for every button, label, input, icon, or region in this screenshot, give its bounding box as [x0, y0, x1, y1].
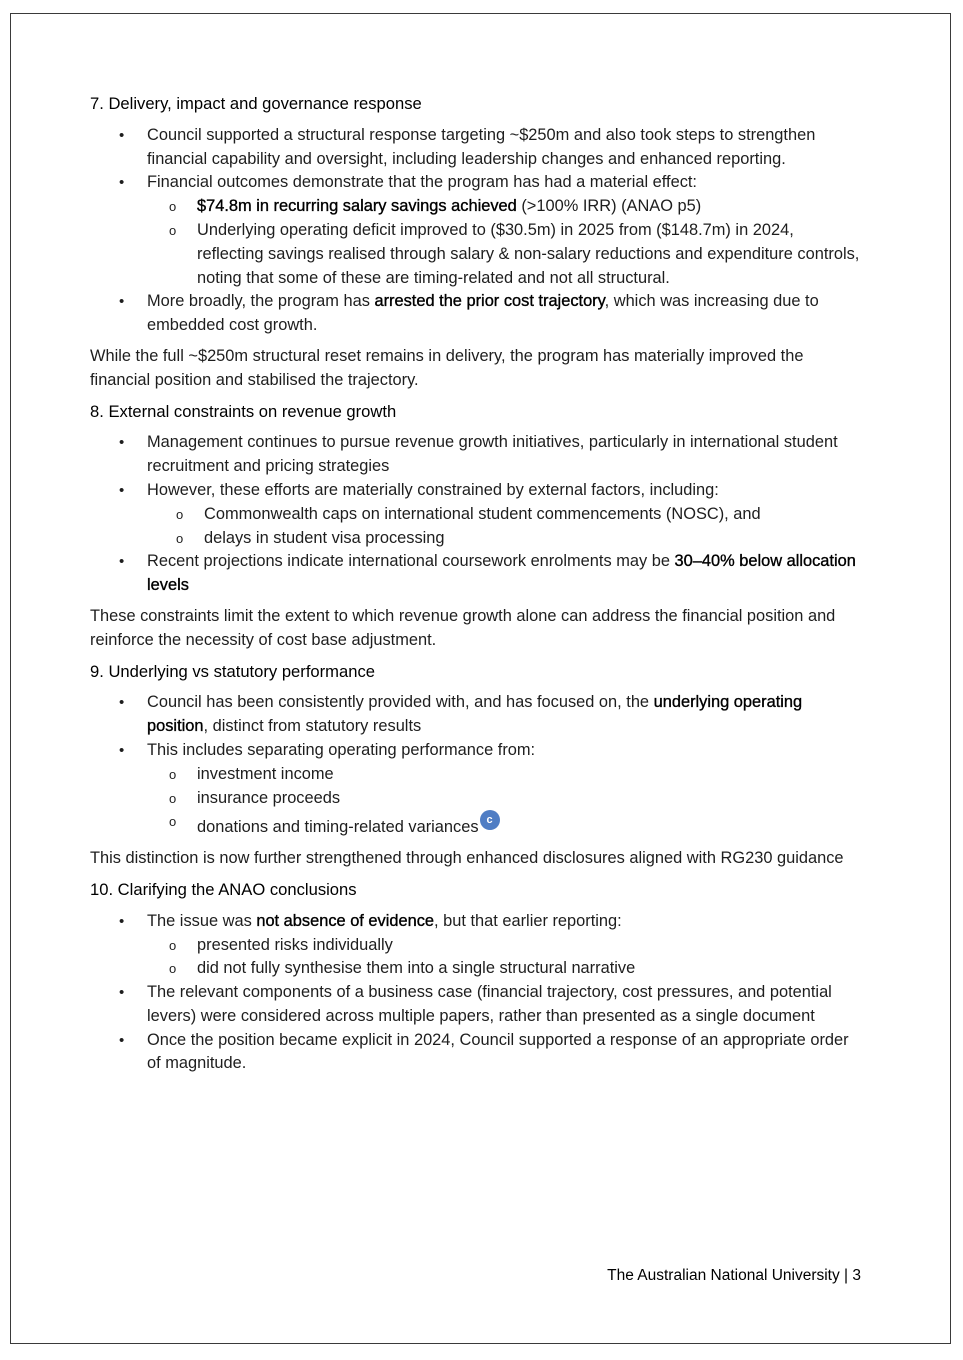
- sub-bullet-icon: o: [169, 199, 177, 215]
- list-item-text: Financial outcomes demonstrate that the program has had a material effect:: [147, 173, 697, 192]
- emphasis-text: $74.8m in recurring salary savings achieved: [197, 197, 517, 216]
- list-item: [90, 431, 860, 479]
- section-9-list: [90, 691, 860, 840]
- list-item-text: donations and timing-related variances: [197, 818, 479, 837]
- section-8-heading: 8. External constraints on revenue growth: [90, 401, 397, 421]
- bullet-icon: •: [119, 293, 125, 311]
- section-7-heading: 7. Delivery, impact and governance response: [90, 94, 422, 113]
- list-item-text: Management continues to pursue revenue growth initiatives, particularly in international student recruitment and pricing strategies: [147, 433, 838, 476]
- sub-bullet-icon: o: [176, 530, 184, 546]
- document-body: [90, 92, 860, 1083]
- list-item: [90, 124, 860, 172]
- sub-list-item: [147, 527, 860, 551]
- bullet-icon: •: [119, 126, 125, 144]
- list-item-text: More broadly, the program has: [147, 292, 375, 311]
- sub-bullet-icon: o: [169, 961, 177, 977]
- list-item-text: investment income: [197, 764, 334, 783]
- sub-list-item: [147, 934, 860, 958]
- emphasis-text: underlying operating position: [147, 693, 803, 736]
- emphasis-text: 30–40% below allocation levels: [147, 552, 856, 595]
- list-item-text: Council supported a structural response targeting ~$250m and also took steps to strengthen financial capability and oversight, including leadership changes and enhanced reporting.: [147, 125, 816, 168]
- bullet-icon: •: [119, 174, 125, 192]
- bullet-icon: •: [119, 1031, 125, 1049]
- list-item-text: , but that earlier reporting:: [434, 911, 622, 930]
- bullet-icon: •: [119, 553, 125, 571]
- section-8-summary: These constraints limit the extent to which revenue growth alone can address the financial position and reinforce the necessity of cost base adjustment.: [90, 606, 836, 649]
- section-10-list: [90, 910, 860, 1077]
- sub-list-item: [147, 810, 860, 840]
- section-10-heading: 10. Clarifying the ANAO conclusions: [90, 879, 357, 899]
- bullet-icon: •: [119, 912, 125, 930]
- emphasis-text: not absence of evidence: [256, 911, 435, 930]
- list-item: [90, 550, 860, 598]
- list-item: [90, 1029, 860, 1077]
- list-item: [90, 290, 860, 338]
- list-item-text: Commonwealth caps on international student commencements (NOSC), and: [204, 504, 761, 523]
- list-item: [90, 739, 860, 840]
- list-item-text: Once the position became explicit in 2024, Council supported a response of an appropriate order of magnitude.: [147, 1030, 849, 1073]
- sub-bullet-icon: o: [169, 790, 177, 806]
- sub-list: [147, 934, 860, 982]
- list-item-text: presented risks individually: [197, 935, 393, 954]
- bullet-icon: •: [119, 481, 125, 499]
- sub-bullet-icon: o: [169, 766, 177, 782]
- emphasis-text: arrested the prior cost trajectory: [374, 292, 605, 311]
- bullet-icon: •: [119, 741, 125, 759]
- bullet-icon: •: [119, 434, 125, 452]
- bullet-icon: •: [119, 984, 125, 1002]
- sub-list-item: [147, 763, 860, 787]
- list-item-text: The relevant components of a business case (financial trajectory, cost pressures, and potential levers) were considered across multiple papers, rather than presented as a single document: [147, 983, 832, 1025]
- list-item-text: did not fully synthesise them into a single structural narrative: [197, 959, 636, 978]
- section-7-list: [90, 124, 860, 338]
- sub-list-item: [147, 787, 860, 811]
- sub-bullet-icon: o: [169, 937, 177, 953]
- list-item-text: delays in student visa processing: [204, 528, 445, 547]
- sub-list: [147, 503, 860, 551]
- list-item-text: Council has been consistently provided with, and has focused on, the: [147, 693, 654, 712]
- list-item-text: , which was increasing due to embedded cost growth.: [147, 292, 819, 335]
- list-item: [90, 691, 860, 739]
- sub-bullet-icon: o: [169, 222, 177, 238]
- sub-bullet-icon: o: [169, 814, 177, 830]
- list-item-text: , distinct from statutory results: [203, 717, 422, 736]
- bullet-icon: •: [119, 694, 125, 712]
- list-item-text: However, these efforts are materially constrained by external factors, including:: [147, 480, 719, 499]
- list-item-text: insurance proceeds: [197, 788, 341, 807]
- sub-list: [147, 195, 860, 290]
- sub-list-item: [147, 957, 860, 981]
- sub-list-item: [147, 503, 860, 527]
- list-item: [90, 981, 860, 1029]
- list-item-text: Underlying operating deficit improved to ($30.5m) in 2025 from ($148.7m) in 2024, reflecting savings realised through salary & non-salary reductions and expenditure controls, noting that some of these are timing-related and not all structural.: [197, 220, 860, 287]
- list-item: [90, 479, 860, 550]
- list-item-text: The issue was: [147, 911, 257, 930]
- sub-list-item: [147, 219, 860, 290]
- sub-list-item: [147, 195, 860, 219]
- sub-bullet-icon: o: [176, 506, 184, 522]
- section-8-list: [90, 431, 860, 598]
- section-7-summary: While the full ~$250m structural reset remains in delivery, the program has materially improved the financial position and stabilised the trajectory.: [90, 346, 804, 389]
- list-item-text: Recent projections indicate international coursework enrolments may be: [147, 552, 675, 571]
- section-9-heading: 9. Underlying vs statutory performance: [90, 661, 375, 681]
- list-item: [90, 171, 860, 290]
- page-footer: The Australian National University | 3: [607, 1267, 861, 1284]
- comment-badge-icon[interactable]: c: [480, 810, 500, 830]
- list-item-text: This includes separating operating performance from:: [147, 740, 536, 759]
- list-item: [90, 910, 860, 981]
- sub-list: [147, 763, 860, 840]
- list-item-text: (>100% IRR) (ANAO p5): [516, 197, 702, 216]
- section-9-summary: This distinction is now further strengthened through enhanced disclosures aligned with RG230 guidance: [90, 849, 844, 868]
